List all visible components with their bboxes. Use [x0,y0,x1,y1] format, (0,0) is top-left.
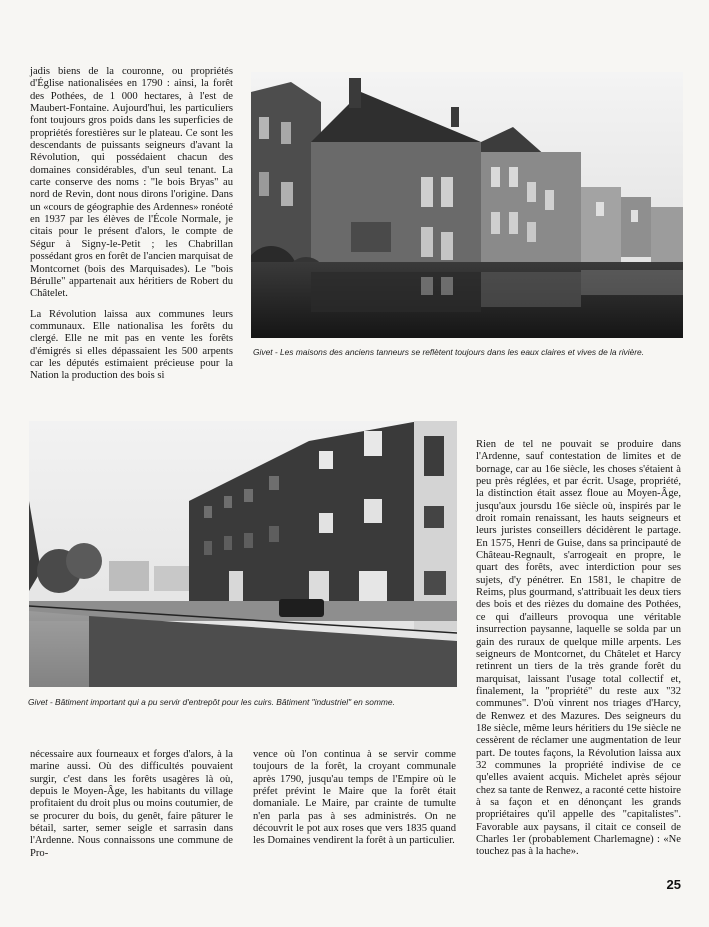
photo-tanners-houses-image [251,72,683,338]
paragraph: jadis biens de la couronne, ou propriétés d'Église nationalisées en 1790 : ainsi, la forêt des Pothées, de 1 000 hectares, à l'est de Maubert-Fontaine. Aujourd'hui, les particuliers font toujours gros poids dans les superficies de propriétés forestières sur le plateau. Ce sont les descendants de puissants seigneurs d'avant la Révolution, qui possédaient chacun des domaines considérables, d'un seul tenant. La carte conserve des noms : "le bois Bryas" au nord de Revin, dont nous dirons l'origine. Dans un «cours de géographie des Ardennes» ronéoté en 1937 par les élèves de l'École Normale, je citais pour le présent d'alors, le compte de Ségur à Signy-le-Petit ; les Chabrillan possédant gros en forêt de l'ancien marquisat de Montcornet (bois des Marquisades). Le "bois Bérulle" appartenait aux héritiers de Robert du Châtelet. [30,66,233,300]
text-column-bottom-left [30,749,233,860]
text-column-top-left [30,66,233,383]
text-column-bottom-middle [253,749,456,848]
photo-industrial-building [29,421,457,687]
text-column-right [476,439,681,859]
paragraph: La Révolution laissa aux communes leurs communaux. Elle nationalisa les forêts du clergé. Elle ne mit pas en vente les forêts d'émigrés si elles dépassaient les 500 arpents car les députés estimaient précieuse pour la Nation la production des bois si [30,308,233,382]
photo-caption-top: Givet - Les maisons des anciens tanneurs se reflètent toujours dans les eaux claires et vives de la rivière. [253,347,645,357]
paragraph: Rien de tel ne pouvait se produire dans l'Ardenne, sauf contestation de limites et de bornage, car au 16e siècle, les choses s'étaient à peu près réglées, et par écrit. Usage, propriété, la distinction était assez floue au Moyen-Âge, jusqu'aux joursdu 16e siècle où, inspirés par le droit romain renaissant, les hauts seigneurs et leurs juristes conseillers décidèrent le partage. En 1575, Henri de Guise, dans sa principauté de Château-Regnault, s'arrogeait en propre, le quart des forêts, avec interdiction pour ses sujets, d'y pénétrer. En 1581, le chapitre de Reims, plus gourmand, s'attribuait les deux tiers des bois et des rièzes du domaine des Pothées, ce qui d'ailleurs provoqua une véritable insurrection paysanne, laquelle se solda par un gain des ruraux de quelque mille arpents. Les seigneurs de Montcornet, du Châtelet et Harcy retinrent un tiers de la très grande forêt du marquisat, laissant l'usage total collectif et, finalement, la "propriété" du reste aux "32 communes". D'où vinrent nos triages d'Harcy, de Renwez et des Mazures. Des seigneurs du 18e siècle, même leurs héritiers du 19e siècle ne cessèrent de réclamer une augmentation de leur part. De toutes façons, la Révolution laissa aux 32 communes la propriété indivise de ce qu'elles avaient acquis. Michelet après séjour chez sa tante de Renwez, a raconté cette histoire à sa façon et en dénonçant les grands propriétaires qu'il appelle des "capitalistes". Favorable aux paysans, il citait ce conseil de Charles 1er (probablement Charlemagne) : «Ne touchez pas à la hache». [476,439,681,858]
photo-industrial-building-image [29,421,457,687]
page-number: 25 [666,877,681,892]
photo-caption-middle: Givet - Bâtiment important qui a pu servir d'entrepôt pour les cuirs. Bâtiment "industriel" en somme. [28,697,395,707]
photo-tanners-houses [251,72,683,338]
paragraph: nécessaire aux fourneaux et forges d'alors, à la marine aussi. Où des difficultés pouvaient surgir, c'est dans les forêts usagères là où, depuis le Moyen-Âge, les habitants du village profitaient du droit plus ou moins coutumier, de se procurer du bois, du genêt, faire pâturer le bétail, sarter, semer seigle et sarrasin dans l'Ardenne. Nous connaissons une commune de Pro- [30,749,233,859]
paragraph: vence où l'on continua à se servir comme toujours de la forêt, la croyant communale après 1790, jusqu'au temps de l'Empire où le préfet prévint le Maire que la forêt était domaniale. Le Maire, par crainte de tumulte n'en parla pas à ses administrés. On ne découvrit le pot aux roses que vers 1835 quand les Domaines vendirent la forêt à un particulier. [253,749,456,847]
